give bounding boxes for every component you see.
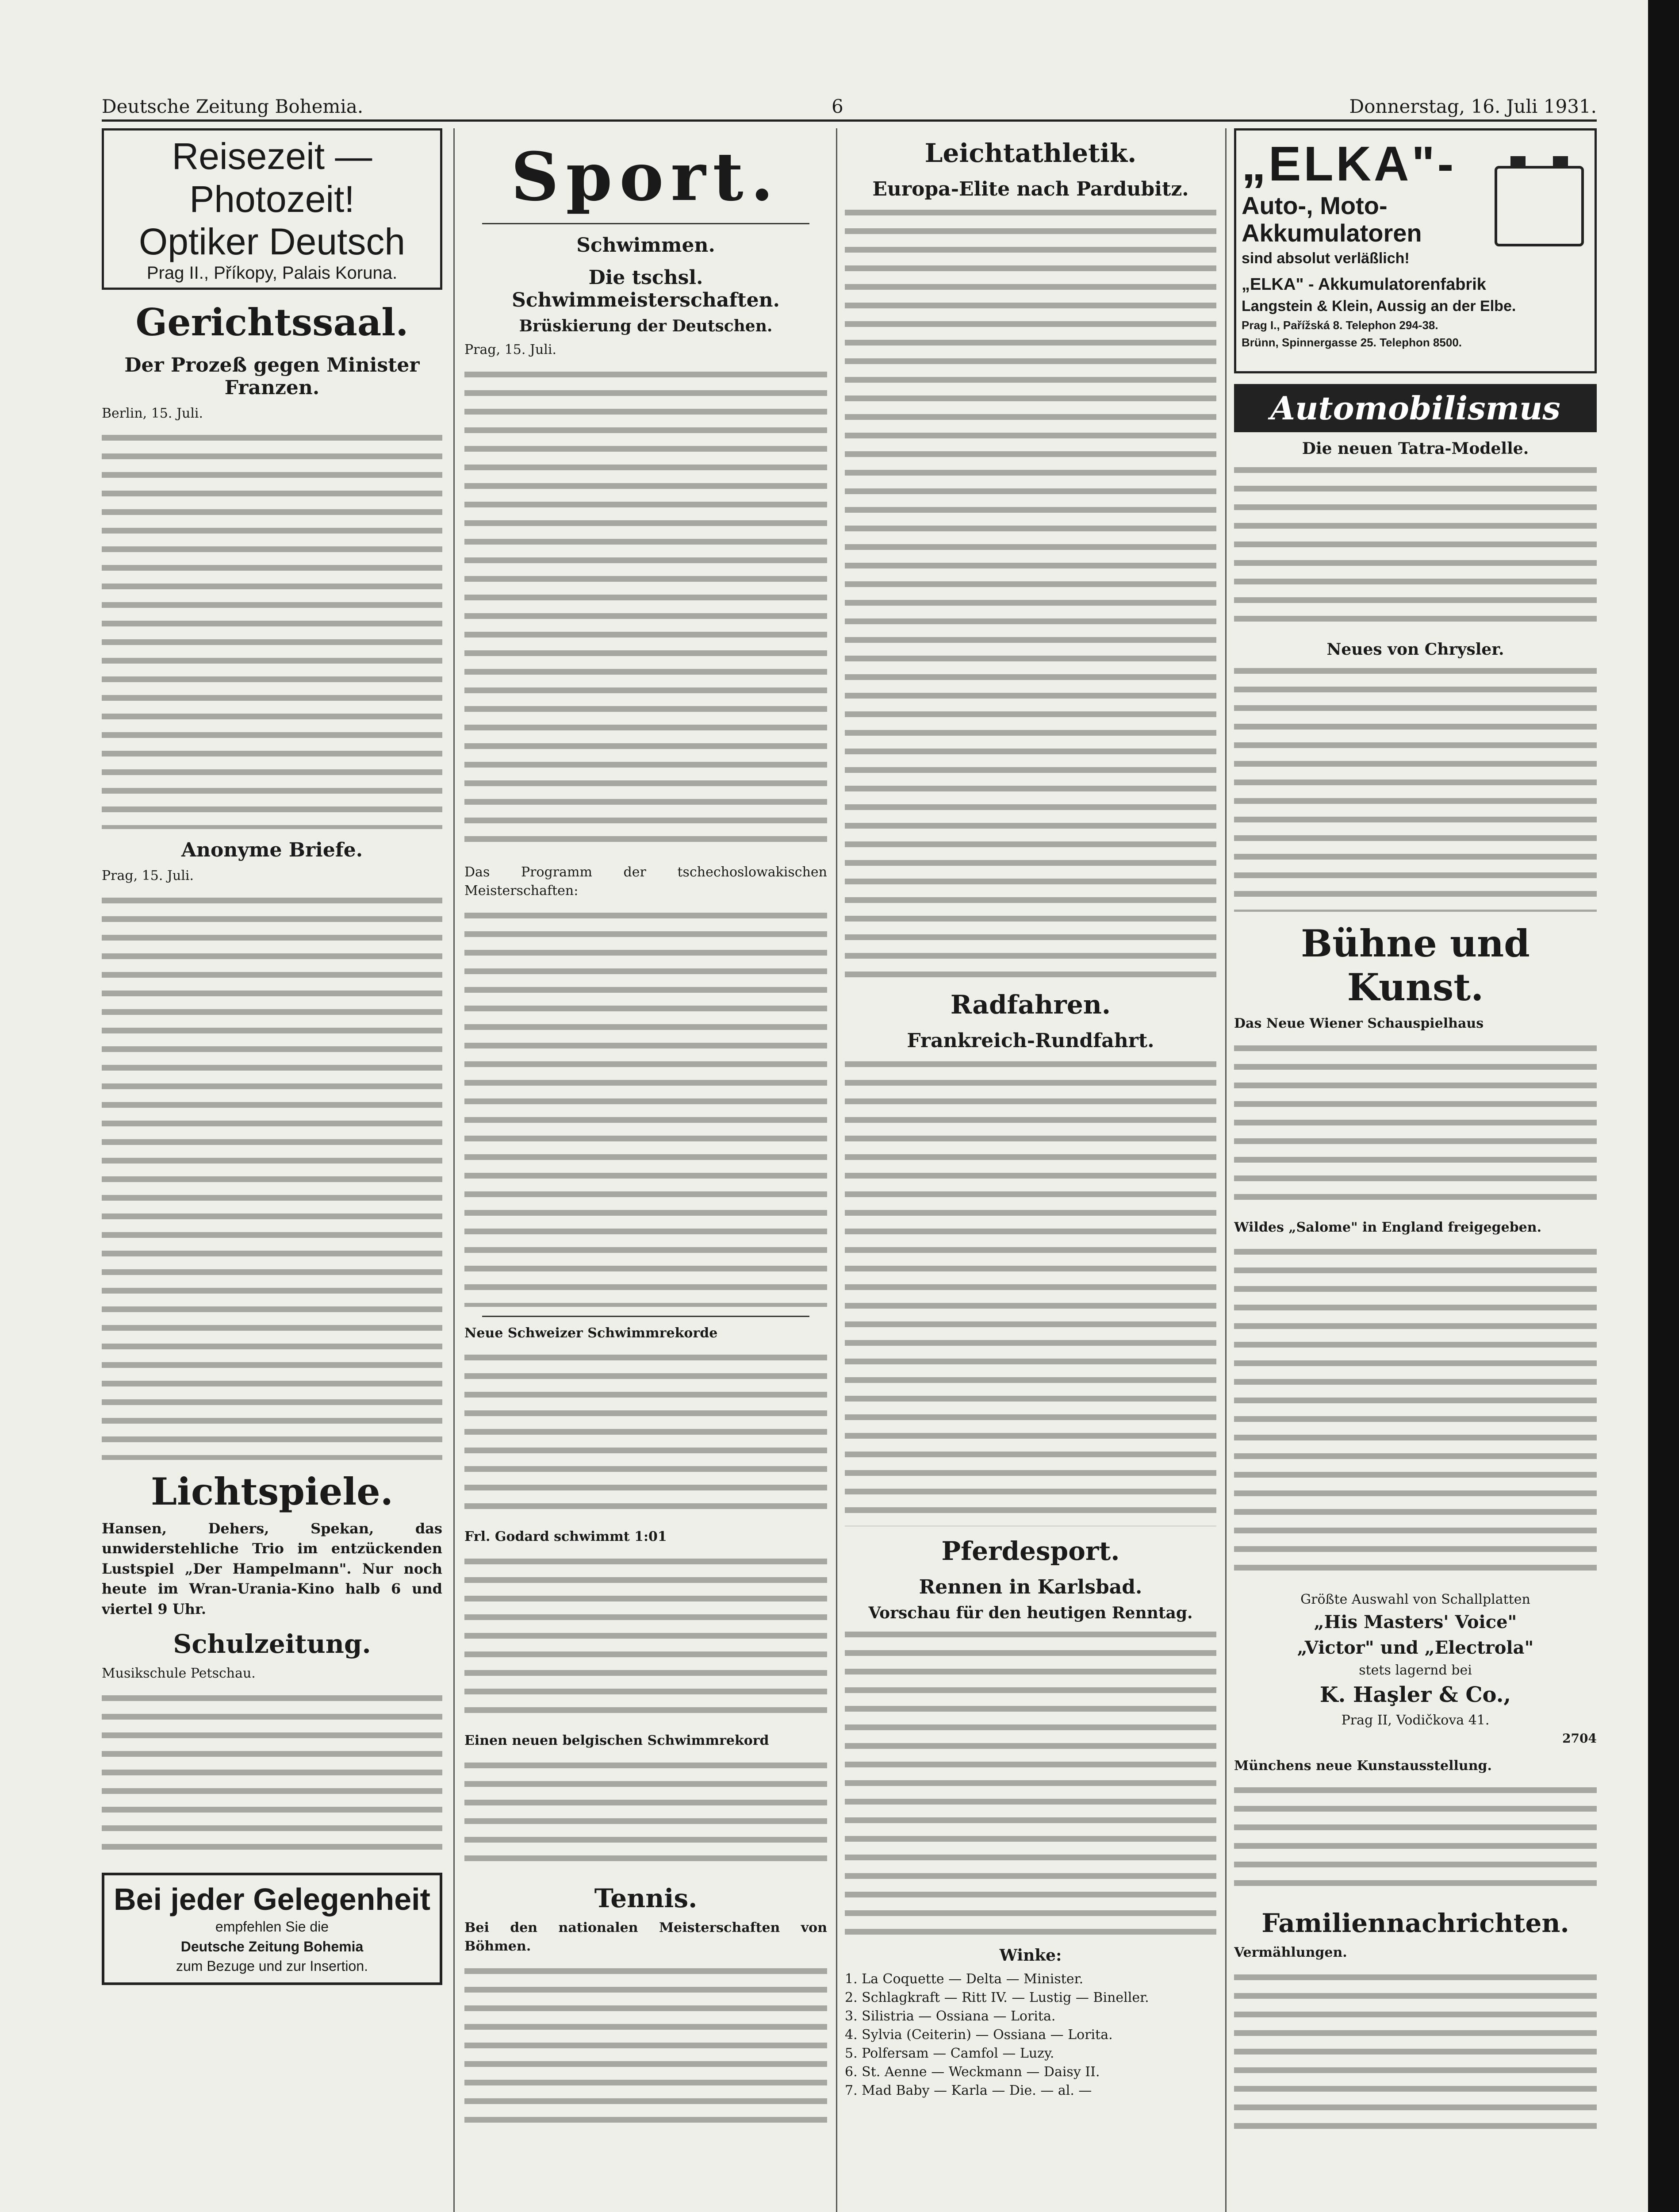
section-heading: Schulzeitung. (173, 1629, 371, 1659)
masthead-left: Deutsche Zeitung Bohemia. (102, 96, 364, 117)
text-lines (102, 1691, 442, 1859)
header-date: Donnerstag, 16. Juli 1931. (1349, 96, 1597, 117)
article-headline: Die tschsl. Schwimmeisterschaften. (512, 266, 780, 311)
article-lead: Prag, 15. Juli. (464, 342, 557, 357)
advert-address: Prag II., Příkopy, Palais Koruna. (146, 263, 398, 283)
page-header (102, 93, 1597, 122)
gramophone-advert (1234, 1590, 1597, 1748)
divider (482, 1316, 809, 1317)
text-lines (464, 909, 827, 1307)
advert-title: „ELKA"- (1242, 137, 1457, 191)
section-heading: Leichtathletik. (924, 138, 1137, 168)
advert-line: „His Masters' Voice" (1314, 1611, 1517, 1632)
article-lead: Bei den nationalen Meisterschaften von Böhmen. (464, 1920, 827, 1955)
advert-line: Langstein & Klein, Aussig an der Elbe. (1242, 298, 1516, 315)
text-lines (464, 1555, 827, 1723)
article-lead: Vermählungen. (1234, 1945, 1347, 1961)
article-lead: Frl. Godard schwimmt 1:01 (464, 1529, 667, 1545)
tip-item: 6. St. Aenne — Weckmann — Daisy II. (845, 2064, 1100, 2080)
text-lines (464, 1964, 827, 2132)
section-heading: Bühne und Kunst. (1301, 922, 1530, 1009)
section-heading: Gerichtssaal. (135, 300, 409, 344)
tips-heading: Winke: (999, 1946, 1062, 1965)
text-lines (464, 1759, 827, 1874)
text-lines (464, 368, 827, 854)
advert-title: Bei jeder Gelegenheit (114, 1882, 430, 1916)
section-heading: Sport. (511, 138, 781, 216)
article-lead: Das Neue Wiener Schauspielhaus (1234, 1016, 1484, 1031)
advert-slogan: Reisezeit — Photozeit! (172, 135, 372, 220)
column-rule (1225, 128, 1227, 2212)
advert-line: Auto-, Moto- (1242, 192, 1388, 219)
section-heading: Automobilismus (1234, 384, 1597, 432)
text-lines (1234, 1245, 1597, 1581)
elka-advert (1234, 128, 1597, 373)
section-heading: Pferdesport. (941, 1536, 1120, 1566)
advert-line: stets lagernd bei (1359, 1662, 1472, 1678)
article-lead: Prag, 15. Juli. (102, 868, 194, 884)
optiker-advert (102, 128, 442, 290)
text-lines (845, 1057, 1216, 1526)
text-lines (102, 894, 442, 1460)
page-number: 6 (832, 96, 843, 117)
advert-line: „Victor" und „Electrola" (1297, 1637, 1534, 1658)
article-subline: Vorschau für den heutigen Renntag. (868, 1604, 1193, 1622)
text-lines (845, 1628, 1216, 1937)
text-lines (464, 1351, 827, 1519)
text-lines (1234, 664, 1597, 912)
text-lines (845, 206, 1216, 980)
column-2 (464, 128, 827, 2212)
advert-line: Größte Auswahl von Schallplatten (1300, 1592, 1530, 1608)
article-subline: Brüskierung der Deutschen. (519, 317, 773, 335)
article-lead: Berlin, 15. Juli. (102, 405, 203, 421)
column-1 (102, 128, 442, 2212)
article-lead: Münchens neue Kunstausstellung. (1234, 1758, 1492, 1774)
column-3 (845, 128, 1216, 2212)
text-lines (1234, 1041, 1597, 1210)
advert-line: zum Bezuge und zur Insertion. (176, 1958, 368, 1974)
newspaper-advert (102, 1873, 442, 1985)
advert-line: Brünn, Spinnergasse 25. Telephon 8500. (1242, 336, 1462, 349)
column-4 (1234, 128, 1597, 2212)
advert-name: Optiker Deutsch (138, 221, 406, 263)
tip-item: 1. La Coquette — Delta — Minister. (845, 1971, 1084, 1987)
article-lead: Neue Schweizer Schwimmrekorde (464, 1325, 718, 1341)
tip-item: 2. Schlagkraft — Ritt IV. — Lustig — Bineller. (845, 1990, 1149, 2005)
subsection-heading: Schwimmen. (576, 234, 715, 257)
section-heading: Radfahren. (950, 990, 1111, 1020)
column-rule (453, 128, 455, 2212)
divider (482, 223, 809, 224)
scan-border (1648, 0, 1679, 2212)
article-lead: Einen neuen belgischen Schwimmrekord (464, 1732, 769, 1748)
section-heading: Familiennachrichten. (1261, 1908, 1569, 1939)
tips-list (845, 1970, 1216, 2100)
advert-line: Deutsche Zeitung Bohemia (180, 1938, 364, 1955)
advert-ref: 2704 (1562, 1731, 1597, 1746)
advert-line: K. Haşler & Co., (1319, 1682, 1511, 1708)
program-intro: Das Programm der tschechoslowakischen Meisterschaften: (464, 864, 827, 899)
article-headline: Der Prozeß gegen Minister Franzen. (124, 353, 420, 399)
article-headline: Anonyme Briefe. (181, 839, 363, 862)
article-headline: Rennen in Karlsbad. (919, 1576, 1142, 1598)
tip-item: 4. Sylvia (Ceiterin) — Ossiana — Lorita. (845, 2027, 1113, 2043)
article-lead: Wildes „Salome" in England freigegeben. (1234, 1219, 1542, 1235)
cinema-notice: Hansen, Dehers, Spekan, das unwiderstehliche Trio im entzückenden Lustspiel „Der Hampelmann". Nur noch heute im Wran-Urania-Kino halb 6 und viertel 9 Uhr. (102, 1520, 442, 1617)
article-headline: Neues von Chrysler. (1326, 640, 1504, 659)
advert-line: Prag II, Vodičkova 41. (1341, 1712, 1490, 1728)
text-lines (102, 431, 442, 829)
tip-item: 3. Silistria — Ossiana — Lorita. (845, 2008, 1056, 2024)
advert-line: Akkumulatoren (1242, 219, 1422, 247)
article-headline: Frankreich-Rundfahrt. (907, 1029, 1154, 1052)
text-lines (1234, 463, 1597, 631)
tip-item: 7. Mad Baby — Karla — Die. — al. — (845, 2083, 1092, 2098)
advert-line: Prag I., Pařížská 8. Telephon 294-38. (1242, 319, 1438, 332)
column-rule (836, 128, 837, 2212)
text-lines (1234, 1783, 1597, 1898)
text-lines (1234, 1970, 1597, 2139)
article-headline: Europa-Elite nach Pardubitz. (872, 178, 1189, 200)
article-headline: Die neuen Tatra-Modelle. (1302, 439, 1529, 458)
advert-line: sind absolut verläßlich! (1242, 250, 1410, 267)
tip-item: 5. Polfersam — Camfol — Luzy. (845, 2046, 1054, 2061)
section-heading: Tennis. (594, 1883, 698, 1913)
advert-line: empfehlen Sie die (215, 1918, 329, 1935)
article-lead: Musikschule Petschau. (102, 1666, 256, 1682)
advert-line: „ELKA" - Akkumulatorenfabrik (1242, 275, 1486, 294)
section-heading: Lichtspiele. (151, 1469, 393, 1513)
battery-icon (1495, 166, 1584, 246)
